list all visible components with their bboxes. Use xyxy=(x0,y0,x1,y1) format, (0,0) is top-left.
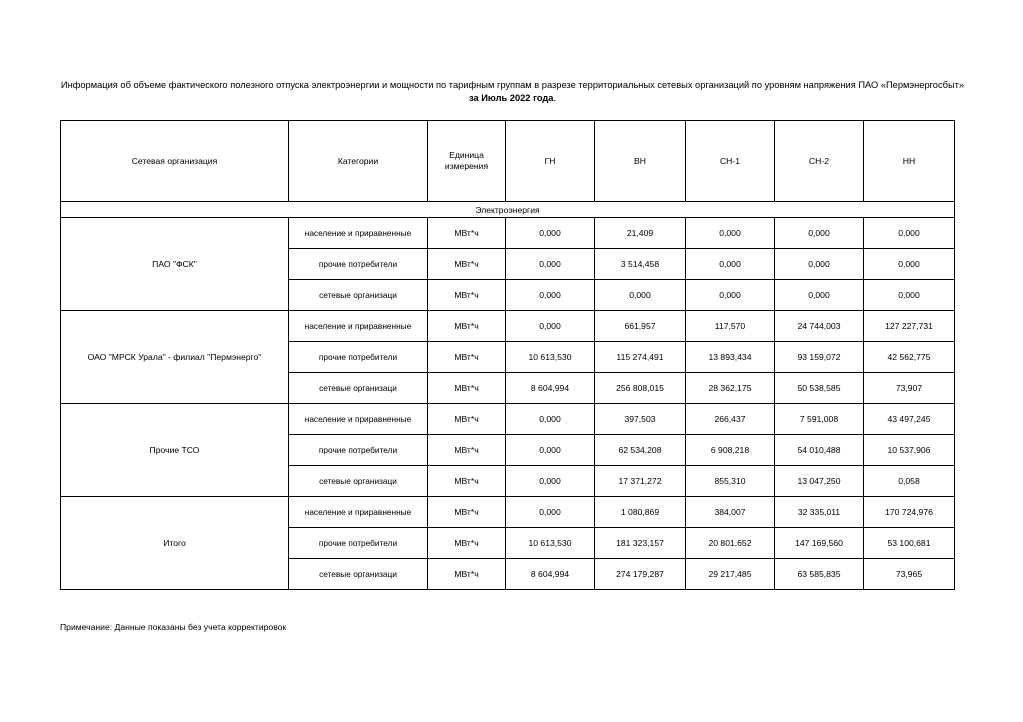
value-cell: 0,000 xyxy=(506,404,595,435)
value-cell: 54 010,488 xyxy=(775,435,864,466)
network-org-cell: Итого xyxy=(61,497,289,590)
report-period-tail: . xyxy=(553,93,557,103)
value-cell: 53 100,681 xyxy=(864,528,955,559)
value-cell: 397,503 xyxy=(595,404,686,435)
category-cell: прочие потребители xyxy=(289,528,428,559)
value-cell: 0,058 xyxy=(864,466,955,497)
unit-cell: МВт*ч xyxy=(428,497,506,528)
category-cell: население и приравненные xyxy=(289,497,428,528)
report-period xyxy=(60,92,965,105)
unit-cell: МВт*ч xyxy=(428,218,506,249)
value-cell: 0,000 xyxy=(686,218,775,249)
value-cell: 0,000 xyxy=(775,218,864,249)
network-org-cell: ПАО "ФСК" xyxy=(61,218,289,311)
unit-cell: МВт*ч xyxy=(428,528,506,559)
value-cell: 0,000 xyxy=(506,280,595,311)
value-cell: 855,310 xyxy=(686,466,775,497)
value-cell: 1 080,869 xyxy=(595,497,686,528)
value-cell: 384,007 xyxy=(686,497,775,528)
value-cell: 73,907 xyxy=(864,373,955,404)
table-row xyxy=(61,497,955,528)
value-cell: 20 801,652 xyxy=(686,528,775,559)
header-vn: ВН xyxy=(595,121,686,202)
value-cell: 43 497,245 xyxy=(864,404,955,435)
network-org-cell: Прочие ТСО xyxy=(61,404,289,497)
value-cell: 0,000 xyxy=(506,249,595,280)
table-row xyxy=(61,311,955,342)
header-category: Категории xyxy=(289,121,428,202)
value-cell: 93 159,072 xyxy=(775,342,864,373)
header-gn: ГН xyxy=(506,121,595,202)
value-cell: 0,000 xyxy=(506,218,595,249)
value-cell: 0,000 xyxy=(595,280,686,311)
category-cell: сетевые организаци xyxy=(289,280,428,311)
value-cell: 0,000 xyxy=(686,280,775,311)
header-row xyxy=(61,121,955,202)
unit-cell: МВт*ч xyxy=(428,435,506,466)
value-cell: 24 744,003 xyxy=(775,311,864,342)
header-sn2: СН-2 xyxy=(775,121,864,202)
value-cell: 0,000 xyxy=(775,249,864,280)
category-cell: сетевые организаци xyxy=(289,559,428,590)
unit-cell: МВт*ч xyxy=(428,559,506,590)
unit-cell: МВт*ч xyxy=(428,280,506,311)
value-cell: 10 537,906 xyxy=(864,435,955,466)
value-cell: 0,000 xyxy=(506,497,595,528)
unit-cell: МВт*ч xyxy=(428,404,506,435)
value-cell: 0,000 xyxy=(506,466,595,497)
value-cell: 7 591,008 xyxy=(775,404,864,435)
category-cell: прочие потребители xyxy=(289,435,428,466)
network-org-cell: ОАО "МРСК Урала" - филиал "Пермэнерго" xyxy=(61,311,289,404)
value-cell: 13 893,434 xyxy=(686,342,775,373)
value-cell: 0,000 xyxy=(506,435,595,466)
unit-cell: МВт*ч xyxy=(428,311,506,342)
value-cell: 73,965 xyxy=(864,559,955,590)
category-cell: сетевые организаци xyxy=(289,373,428,404)
category-cell: прочие потребители xyxy=(289,342,428,373)
value-cell: 127 227,731 xyxy=(864,311,955,342)
value-cell: 50 538,585 xyxy=(775,373,864,404)
value-cell: 170 724,976 xyxy=(864,497,955,528)
table-row xyxy=(61,218,955,249)
value-cell: 10 613,530 xyxy=(506,342,595,373)
value-cell: 29 217,485 xyxy=(686,559,775,590)
value-cell: 117,570 xyxy=(686,311,775,342)
value-cell: 63 585,835 xyxy=(775,559,864,590)
value-cell: 0,000 xyxy=(686,249,775,280)
value-cell: 6 908,218 xyxy=(686,435,775,466)
header-sn1: СН-1 xyxy=(686,121,775,202)
section-row xyxy=(61,202,955,218)
report-period-bold: за Июль 2022 года xyxy=(468,93,554,103)
value-cell: 0,000 xyxy=(864,280,955,311)
category-cell: население и приравненные xyxy=(289,311,428,342)
value-cell: 147 169,560 xyxy=(775,528,864,559)
value-cell: 0,000 xyxy=(864,218,955,249)
report-title xyxy=(60,79,965,105)
value-cell: 10 613,530 xyxy=(506,528,595,559)
value-cell: 28 362,175 xyxy=(686,373,775,404)
value-cell: 266,437 xyxy=(686,404,775,435)
value-cell: 62 534,208 xyxy=(595,435,686,466)
value-cell: 0,000 xyxy=(775,280,864,311)
value-cell: 8 604,994 xyxy=(506,373,595,404)
header-network-org: Сетевая организация xyxy=(61,121,289,202)
unit-cell: МВт*ч xyxy=(428,373,506,404)
category-cell: сетевые организаци xyxy=(289,466,428,497)
value-cell: 13 047,250 xyxy=(775,466,864,497)
unit-cell: МВт*ч xyxy=(428,249,506,280)
value-cell: 42 562,775 xyxy=(864,342,955,373)
report-title-line: Информация об объеме фактического полезного отпуска электроэнергии и мощности по тарифным группам в разрезе территориальных сетевых организаций по уровням напряжения ПАО «Пермэнергосбыт» xyxy=(60,80,965,90)
category-cell: прочие потребители xyxy=(289,249,428,280)
value-cell: 8 604,994 xyxy=(506,559,595,590)
value-cell: 0,000 xyxy=(864,249,955,280)
unit-cell: МВт*ч xyxy=(428,342,506,373)
header-unit: Единица измерения xyxy=(428,121,506,202)
unit-cell: МВт*ч xyxy=(428,466,506,497)
report-table xyxy=(60,120,955,590)
value-cell: 21,409 xyxy=(595,218,686,249)
value-cell: 274 179,287 xyxy=(595,559,686,590)
value-cell: 0,000 xyxy=(506,311,595,342)
category-cell: население и приравненные xyxy=(289,404,428,435)
section-electricity: Электроэнергия xyxy=(61,202,955,218)
value-cell: 17 371,272 xyxy=(595,466,686,497)
footnote: Примечание: Данные показаны без учета корректировок xyxy=(60,622,287,632)
value-cell: 661,957 xyxy=(595,311,686,342)
value-cell: 115 274,491 xyxy=(595,342,686,373)
value-cell: 181 323,157 xyxy=(595,528,686,559)
category-cell: население и приравненные xyxy=(289,218,428,249)
value-cell: 3 514,458 xyxy=(595,249,686,280)
value-cell: 32 335,011 xyxy=(775,497,864,528)
value-cell: 256 808,015 xyxy=(595,373,686,404)
table-row xyxy=(61,404,955,435)
header-nn: НН xyxy=(864,121,955,202)
